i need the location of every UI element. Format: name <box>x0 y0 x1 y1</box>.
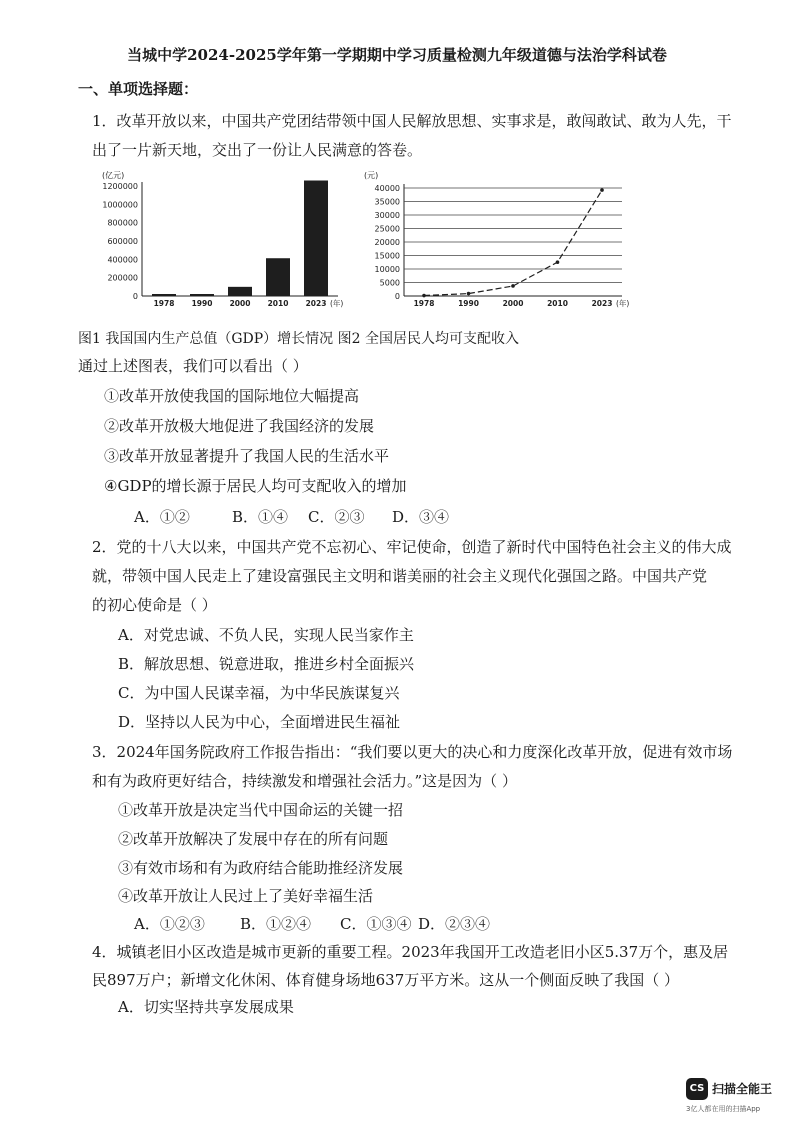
x-tick-label: 1990 <box>191 299 213 308</box>
x-tick-label: 2023 <box>591 299 613 308</box>
q1-option-d: D．③④ <box>392 508 450 526</box>
q3-item-2: ②改革开放解决了发展中存在的所有问题 <box>118 830 389 848</box>
q1-figure-captions: 图1 我国国内生产总值（GDP）增长情况 图2 全国居民人均可支配收入 <box>78 331 519 347</box>
y-tick-label: 200000 <box>107 273 138 283</box>
q1-item-3: ③改革开放显著提升了我国人民的生活水平 <box>104 447 390 465</box>
x-tick-label: 1990 <box>458 299 479 308</box>
y-tick-label: 15000 <box>374 251 400 261</box>
q4-stem-line2: 民897万户；新增文化休闲、体育健身场地637万平方米。这从一个侧面反映了我国（ ） <box>92 971 680 989</box>
q2-option-a: A．对党忠诚、不负人民，实现人民当家作主 <box>118 626 414 644</box>
x-tick-label: 1978 <box>413 299 435 308</box>
gdp-bar-chart <box>88 168 358 316</box>
x-axis-unit-label: (年) <box>616 299 630 308</box>
y-tick-label: 600000 <box>107 237 138 246</box>
income-series-line <box>424 190 602 295</box>
income-data-point <box>556 260 560 264</box>
income-data-point <box>511 284 515 288</box>
scanner-app-name: 扫描全能王 <box>712 1082 773 1096</box>
x-tick-label: 2000 <box>229 299 251 308</box>
income-data-point <box>600 188 604 192</box>
y-tick-label: 40000 <box>374 184 400 193</box>
gdp-bar <box>266 258 290 296</box>
y-tick-label: 30000 <box>374 211 400 220</box>
income-data-point <box>467 292 471 296</box>
income-line-chart <box>356 168 636 316</box>
q1-option-a: A．①② <box>134 508 190 526</box>
x-tick-label: 2010 <box>267 299 289 308</box>
q4-stem-line1: 4．城镇老旧小区改造是城市更新的重要工程。2023年我国开工改造老旧小区5.37万个，惠及居 <box>92 943 729 961</box>
q3-item-4: ④改革开放让人民过上了美好幸福生活 <box>118 887 374 905</box>
q2-stem-line2: 就，带领中国人民走上了建设富强民主文明和谐美丽的社会主义现代化强国之路。中国共产党 <box>92 567 708 585</box>
x-axis-unit-label: (年) <box>330 299 344 308</box>
q1-item-4: ④GDP的增长源于居民人均可支配收入的增加 <box>104 477 407 495</box>
q1-stem-line1: 1．改革开放以来，中国共产党团结带领中国人民解放思想、实事求是，敢闯敢试、敢为人先，干 <box>92 112 732 130</box>
x-tick-label: 2000 <box>502 299 524 308</box>
q1-item-2: ②改革开放极大地促进了我国经济的发展 <box>104 417 375 435</box>
gdp-bar <box>190 294 214 296</box>
x-tick-label: 2010 <box>547 299 568 308</box>
q3-stem-line1: 3．2024年国务院政府工作报告指出：“我们要以更大的决心和力度深化改革开放，促进有效市场 <box>92 743 733 761</box>
x-tick-label: 1978 <box>153 299 175 308</box>
y-tick-label: 1000000 <box>102 200 138 210</box>
y-tick-label: 20000 <box>374 238 400 247</box>
q1-option-c: C．②③ <box>308 508 365 526</box>
q3-item-1: ①改革开放是决定当代中国命运的关键一招 <box>118 801 404 819</box>
y-tick-label: 0 <box>132 292 138 301</box>
y-tick-label: 0 <box>394 292 400 301</box>
exam-title: 当城中学2024-2025学年第一学期期中学习质量检测九年级道德与法治学科试卷 <box>127 46 667 64</box>
y-tick-label: 400000 <box>107 255 138 265</box>
y-axis-unit-label: (元) <box>364 171 379 180</box>
q2-stem-line3: 的初心使命是（ ） <box>92 596 217 614</box>
y-tick-label: 10000 <box>374 265 400 274</box>
q2-option-c: C．为中国人民谋幸福，为中华民族谋复兴 <box>118 684 400 702</box>
q3-option-c: C．①③④ <box>340 915 412 933</box>
x-tick-label: 2023 <box>305 299 327 308</box>
q2-option-d: D．坚持以人民为中心，全面增进民生福祉 <box>118 713 401 731</box>
y-tick-label: 1200000 <box>102 182 138 191</box>
scanner-watermark <box>686 1078 792 1118</box>
q3-option-d: D．②③④ <box>418 915 491 933</box>
q1-stem-line2: 出了一片新天地，交出了一份让人民满意的答卷。 <box>92 141 423 159</box>
q3-item-3: ③有效市场和有为政府结合能助推经济发展 <box>118 859 404 877</box>
gdp-bar <box>152 294 176 296</box>
q1-prompt: 通过上述图表，我们可以看出（ ） <box>78 357 308 375</box>
y-tick-label: 25000 <box>374 224 400 234</box>
q2-option-b: B．解放思想、锐意进取，推进乡村全面振兴 <box>118 655 415 673</box>
gdp-bar <box>304 181 328 297</box>
gdp-bar <box>228 287 252 296</box>
y-tick-label: 800000 <box>107 218 138 228</box>
q3-stem-line2: 和有为政府更好结合，持续激发和增强社会活力。”这是因为（ ） <box>92 772 517 790</box>
y-axis-unit-label: (亿元) <box>102 171 125 180</box>
section-heading: 一、单项选择题： <box>78 80 199 98</box>
q1-item-1: ①改革开放使我国的国际地位大幅提高 <box>104 387 360 405</box>
scanner-app-slogan: 3亿人都在用的扫描App <box>686 1105 761 1113</box>
q3-option-a: A．①②③ <box>134 915 205 933</box>
q1-option-b: B．①④ <box>232 508 289 526</box>
camscanner-logo-icon: CS <box>686 1078 708 1100</box>
q3-option-b: B．①②④ <box>240 915 312 933</box>
income-data-point <box>422 294 426 298</box>
q2-stem-line1: 2．党的十八大以来，中国共产党不忘初心、牢记使命，创造了新时代中国特色社会主义的伟大成 <box>92 538 732 556</box>
y-tick-label: 35000 <box>374 197 400 207</box>
y-tick-label: 5000 <box>379 278 400 288</box>
q4-option-a: A．切实坚持共享发展成果 <box>118 998 294 1016</box>
